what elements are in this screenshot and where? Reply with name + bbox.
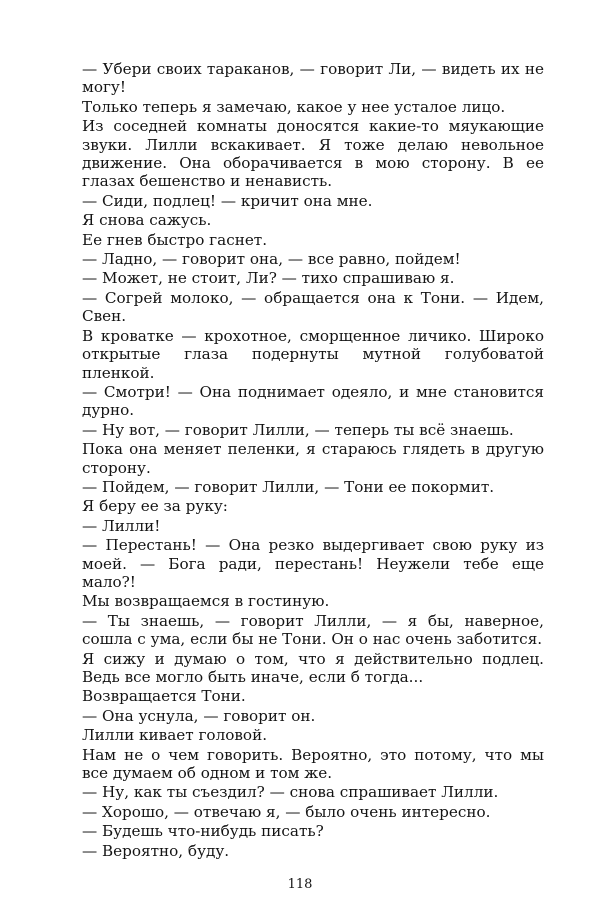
paragraph: Нам не о чем говорить. Вероятно, это потому, что мы все думаем об одном и том же. (82, 745, 544, 783)
paragraph: — Согрей молоко, — обращается она к Тони. — Идем, Свен. (82, 288, 544, 326)
paragraph: — Лилли! (82, 516, 161, 535)
paragraph: Из соседней комнаты доносятся какие-то мяукающие звуки. Лилли вскакивает. Я тоже делаю невольное движение. Она оборачивается в мою сторону. В ее глазах бешенство и ненависть. (82, 117, 544, 191)
paragraph: — Она уснула, — говорит он. (82, 706, 316, 725)
paragraph: — Ну вот, — говорит Лилли, — теперь ты всё знаешь. (82, 420, 514, 439)
paragraph: Я сижу и думаю о том, что я действительно подлец. Ведь все могло быть иначе, если б тогда... (82, 649, 544, 686)
page-number: 118 (287, 877, 313, 892)
paragraph: Лилли кивает головой. (82, 726, 268, 745)
paragraph: Только теперь я замечаю, какое у нее усталое лицо. (82, 97, 506, 116)
body-text (82, 60, 544, 860)
paragraph: Возвращается Тони. (82, 687, 246, 706)
paragraph: Мы возвращаемся в гостиную. (82, 592, 330, 611)
paragraph: Я снова сажусь. (82, 211, 212, 230)
paragraph: Я беру ее за руку: (82, 497, 228, 516)
paragraph: — Смотри! — Она поднимает одеяло, и мне становится дурно. (82, 382, 544, 420)
paragraph: — Ладно, — говорит она, — все равно, пойдем! (82, 250, 461, 269)
paragraph: — Может, не стоит, Ли? — тихо спрашиваю я. (82, 269, 455, 288)
paragraph: Пока она меняет пеленки, я стараюсь глядеть в другую сторону. (82, 440, 544, 477)
paragraph: — Перестань! — Она резко выдергивает свою руку из моей. — Бога ради, перестань! Неужели тебе еще мало?! (82, 536, 544, 591)
paragraph: — Вероятно, буду. (82, 841, 230, 860)
paragraph: — Ты знаешь, — говорит Лилли, — я бы, наверное, сошла с ума, если бы не Тони. Он о нас очень заботится. (82, 611, 544, 649)
paragraph: — Ну, как ты съездил? — снова спрашивает Лилли. (82, 783, 499, 802)
paragraph: — Пойдем, — говорит Лилли, — Тони ее покормит. (82, 477, 495, 496)
paragraph: — Будешь что-нибудь писать? (82, 822, 324, 841)
paragraph: — Сиди, подлец! — кричит она мне. (82, 191, 373, 210)
paragraph: — Убери своих тараканов, — говорит Ли, — видеть их не могу! (82, 60, 544, 97)
paragraph: — Хорошо, — отвечаю я, — было очень интересно. (82, 802, 491, 821)
paragraph: Ее гнев быстро гаснет. (82, 230, 268, 249)
paragraph: В кроватке — крохотное, сморщенное личико. Широко открытые глаза подернуты мутной голубоватой пленкой. (82, 326, 544, 382)
